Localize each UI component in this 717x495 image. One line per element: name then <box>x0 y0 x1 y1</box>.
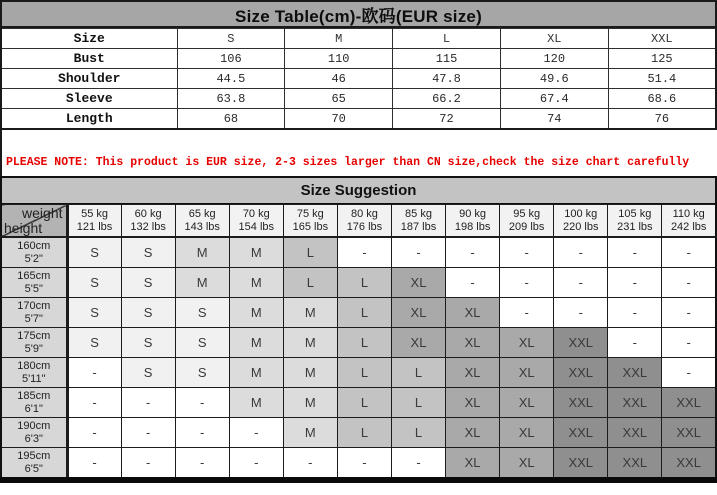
weight-column-header <box>121 205 175 238</box>
size-suggestion-cell: XL <box>446 358 500 388</box>
size-suggestion-cell: - <box>608 298 662 328</box>
size-suggestion-cell: L <box>391 358 445 388</box>
weight-column-header <box>229 205 283 238</box>
size-suggestion-cell: S <box>175 298 229 328</box>
measure-label: Shoulder <box>1 69 177 89</box>
measure-row <box>1 109 716 130</box>
size-suggestion-cell: M <box>229 268 283 298</box>
suggestion-row <box>1 388 716 418</box>
size-suggestion-cell: - <box>662 237 716 268</box>
size-suggestion-cell: L <box>283 268 337 298</box>
size-suggestion-cell: XL <box>500 388 554 418</box>
size-suggestion-cell: XL <box>500 418 554 448</box>
size-suggestion-cell: L <box>337 418 391 448</box>
measure-value: 47.8 <box>393 69 501 89</box>
measure-value: 110 <box>285 49 393 69</box>
size-suggestion-cell: XL <box>500 328 554 358</box>
size-suggestion-cell: XXL <box>662 448 716 481</box>
measure-row <box>1 69 716 89</box>
measure-value: 68 <box>177 109 285 130</box>
weight-kg: 80 kg <box>350 207 378 220</box>
size-suggestion-cell: - <box>175 418 229 448</box>
size-suggestion-cell: XXL <box>608 448 662 481</box>
measure-value: 115 <box>393 49 501 69</box>
eur-size-note: PLEASE NOTE: This product is EUR size, 2-3 sizes larger than CN size,check the size chart carefully <box>0 150 717 176</box>
weight-lbs: 187 lbs <box>400 220 437 233</box>
suggestion-row <box>1 268 716 298</box>
weight-lbs: 242 lbs <box>670 220 707 233</box>
measure-row <box>1 49 716 69</box>
height-ft: 6'1" <box>24 402 43 415</box>
size-suggestion-cell: L <box>391 418 445 448</box>
size-suggestion-cell: M <box>229 237 283 268</box>
size-suggestion-cell: - <box>391 448 445 481</box>
size-suggestion-table <box>0 204 717 483</box>
size-suggestion-cell: XL <box>391 328 445 358</box>
size-suggestion-title: Size Suggestion <box>0 176 717 204</box>
size-suggestion-cell: - <box>554 298 608 328</box>
size-suggestion-cell: S <box>175 328 229 358</box>
height-ft: 6'3" <box>24 432 43 445</box>
suggestion-row <box>1 328 716 358</box>
weight-lbs: 231 lbs <box>617 220 653 233</box>
size-suggestion-cell: S <box>121 298 175 328</box>
weight-kg: 70 kg <box>242 207 270 220</box>
weight-kg: 65 kg <box>188 207 216 220</box>
size-suggestion-cell: - <box>337 237 391 268</box>
size-suggestion-cell: S <box>121 268 175 298</box>
measure-label: Bust <box>1 49 177 69</box>
size-suggestion-cell: M <box>283 358 337 388</box>
size-suggestion-cell: - <box>554 268 608 298</box>
size-suggestion-section <box>0 176 717 483</box>
size-suggestion-cell: S <box>67 268 121 298</box>
weight-kg: 85 kg <box>405 207 432 220</box>
size-suggestion-cell: XL <box>446 298 500 328</box>
height-row-header <box>1 237 67 268</box>
weight-kg: 60 kg <box>134 207 162 220</box>
height-cm: 170cm <box>17 299 51 312</box>
measure-value: 66.2 <box>393 89 501 109</box>
weight-lbs: 143 lbs <box>184 220 220 233</box>
size-suggestion-cell: L <box>283 237 337 268</box>
size-suggestion-cell: L <box>337 388 391 418</box>
height-row-header <box>1 388 67 418</box>
size-suggestion-cell: - <box>67 358 121 388</box>
height-cm: 195cm <box>17 449 51 462</box>
size-suggestion-cell: XL <box>391 298 445 328</box>
size-suggestion-cell: XXL <box>608 388 662 418</box>
size-suggestion-cell: M <box>229 298 283 328</box>
corner-weight-label: weight <box>22 204 63 221</box>
size-suggestion-cell: XXL <box>554 328 608 358</box>
size-suggestion-cell: - <box>500 298 554 328</box>
suggestion-row <box>1 448 716 481</box>
size-suggestion-cell: - <box>391 237 445 268</box>
size-suggestion-cell: XL <box>500 448 554 481</box>
height-row-header <box>1 358 67 388</box>
size-suggestion-cell: M <box>175 237 229 268</box>
measure-value: 70 <box>285 109 393 130</box>
measure-value: 68.6 <box>608 89 716 109</box>
size-suggestion-cell: XL <box>446 388 500 418</box>
weight-column-header <box>608 205 662 238</box>
size-suggestion-cell: L <box>391 388 445 418</box>
height-row-header <box>1 448 67 481</box>
size-suggestion-cell: XL <box>446 328 500 358</box>
size-suggestion-cell: S <box>67 237 121 268</box>
size-suggestion-cell: - <box>337 448 391 481</box>
size-suggestion-cell: - <box>662 298 716 328</box>
height-cm: 175cm <box>17 329 51 342</box>
size-suggestion-cell: L <box>337 328 391 358</box>
measure-value: 72 <box>393 109 501 130</box>
size-suggestion-cell: L <box>337 358 391 388</box>
height-ft: 5'9" <box>24 342 43 355</box>
suggestion-row <box>1 358 716 388</box>
size-suggestion-cell: - <box>67 448 121 481</box>
size-column-header: M <box>285 29 393 49</box>
height-row-header <box>1 418 67 448</box>
size-suggestion-cell: - <box>121 448 175 481</box>
suggestion-row <box>1 418 716 448</box>
size-suggestion-cell: XXL <box>608 358 662 388</box>
size-suggestion-cell: XL <box>500 358 554 388</box>
measure-value: 67.4 <box>500 89 608 109</box>
size-header-label: Size <box>1 29 177 49</box>
measure-row <box>1 89 716 109</box>
weight-column-header <box>391 205 445 238</box>
spacer <box>0 130 717 150</box>
height-ft: 6'5" <box>24 462 43 475</box>
weight-kg: 105 kg <box>618 207 652 220</box>
weight-lbs: 220 lbs <box>563 220 599 233</box>
weight-column-header <box>554 205 608 238</box>
size-suggestion-cell: S <box>67 298 121 328</box>
weight-kg: 95 kg <box>513 207 541 220</box>
size-suggestion-cell: S <box>175 358 229 388</box>
size-suggestion-cell: S <box>121 358 175 388</box>
height-row-header <box>1 328 67 358</box>
size-suggestion-cell: M <box>283 298 337 328</box>
size-suggestion-cell: - <box>446 268 500 298</box>
size-suggestion-cell: M <box>283 328 337 358</box>
suggestion-row <box>1 237 716 268</box>
measure-value: 63.8 <box>177 89 285 109</box>
height-cm: 165cm <box>17 269 51 282</box>
height-cm: 180cm <box>17 359 51 372</box>
size-suggestion-cell: - <box>67 418 121 448</box>
size-suggestion-cell: - <box>67 388 121 418</box>
size-suggestion-cell: - <box>446 237 500 268</box>
size-suggestion-cell: S <box>121 237 175 268</box>
size-column-header: L <box>393 29 501 49</box>
weight-lbs: 209 lbs <box>508 220 545 233</box>
height-cm: 160cm <box>17 239 51 252</box>
weight-column-header <box>175 205 229 238</box>
weight-kg: 110 kg <box>672 207 705 220</box>
size-suggestion-cell: - <box>608 268 662 298</box>
measure-value: 125 <box>608 49 716 69</box>
measure-value: 65 <box>285 89 393 109</box>
measure-label: Length <box>1 109 177 130</box>
size-suggestion-cell: - <box>554 237 608 268</box>
measure-label: Sleeve <box>1 89 177 109</box>
size-table-header-row <box>1 29 716 49</box>
measure-value: 120 <box>500 49 608 69</box>
weight-column-header <box>283 205 337 238</box>
weight-column-header <box>446 205 500 238</box>
size-suggestion-cell: S <box>121 328 175 358</box>
size-suggestion-cell: M <box>229 328 283 358</box>
size-suggestion-cell: M <box>229 358 283 388</box>
measure-value: 49.6 <box>500 69 608 89</box>
weight-column-header <box>662 205 716 238</box>
size-suggestion-cell: - <box>175 388 229 418</box>
height-cm: 185cm <box>17 389 51 402</box>
size-suggestion-cell: M <box>283 388 337 418</box>
height-ft: 5'5" <box>24 282 43 295</box>
size-suggestion-cell: M <box>229 388 283 418</box>
weight-kg: 90 kg <box>459 207 487 220</box>
weight-lbs: 176 lbs <box>346 220 383 233</box>
size-suggestion-cell: - <box>608 237 662 268</box>
size-column-header: XL <box>500 29 608 49</box>
size-suggestion-cell: XL <box>446 418 500 448</box>
weight-lbs: 165 lbs <box>292 220 329 233</box>
height-row-header <box>1 268 67 298</box>
weight-lbs: 198 lbs <box>454 220 491 233</box>
size-suggestion-cell: - <box>121 418 175 448</box>
weight-lbs: 132 lbs <box>130 220 166 233</box>
size-suggestion-cell: L <box>337 298 391 328</box>
size-suggestion-cell: - <box>229 448 283 481</box>
size-table-title: Size Table(cm)-欧码(EUR size) <box>0 0 717 28</box>
size-suggestion-cell: XL <box>391 268 445 298</box>
measure-value: 76 <box>608 109 716 130</box>
suggestion-header-row <box>1 205 716 238</box>
size-suggestion-cell: - <box>500 268 554 298</box>
corner-height-label: height <box>4 219 43 236</box>
height-cm: 190cm <box>17 419 51 432</box>
weight-height-corner-cell <box>1 205 67 238</box>
size-suggestion-cell: XL <box>446 448 500 481</box>
size-suggestion-cell: XXL <box>662 388 716 418</box>
weight-kg: 55 kg <box>81 207 108 220</box>
height-ft: 5'11" <box>21 372 46 385</box>
size-suggestion-cell: - <box>662 328 716 358</box>
weight-kg: 75 kg <box>296 207 324 220</box>
measure-value: 51.4 <box>608 69 716 89</box>
measure-value: 74 <box>500 109 608 130</box>
size-column-header: XXL <box>608 29 716 49</box>
size-suggestion-cell: XXL <box>608 418 662 448</box>
size-suggestion-cell: S <box>67 328 121 358</box>
weight-column-header <box>500 205 554 238</box>
size-suggestion-cell: XXL <box>554 448 608 481</box>
size-suggestion-cell: - <box>608 328 662 358</box>
size-suggestion-cell: XXL <box>662 418 716 448</box>
size-suggestion-cell: L <box>337 268 391 298</box>
height-row-header <box>1 298 67 328</box>
measure-value: 46 <box>285 69 393 89</box>
height-ft: 5'7" <box>24 312 43 325</box>
size-suggestion-cell: - <box>662 358 716 388</box>
measure-value: 44.5 <box>177 69 285 89</box>
size-suggestion-cell: M <box>175 268 229 298</box>
weight-lbs: 154 lbs <box>238 220 275 233</box>
size-suggestion-cell: XXL <box>554 388 608 418</box>
height-ft: 5'2" <box>24 252 43 265</box>
suggestion-row <box>1 298 716 328</box>
measure-value: 106 <box>177 49 285 69</box>
size-suggestion-cell: - <box>283 448 337 481</box>
size-suggestion-cell: XXL <box>554 418 608 448</box>
size-suggestion-cell: - <box>229 418 283 448</box>
size-column-header: S <box>177 29 285 49</box>
size-table <box>0 28 717 130</box>
weight-column-header <box>67 205 121 238</box>
weight-column-header <box>337 205 391 238</box>
size-suggestion-cell: XXL <box>554 358 608 388</box>
size-suggestion-cell: - <box>500 237 554 268</box>
weight-kg: 100 kg <box>564 207 598 220</box>
size-suggestion-cell: - <box>175 448 229 481</box>
size-suggestion-cell: M <box>283 418 337 448</box>
size-suggestion-cell: - <box>121 388 175 418</box>
size-suggestion-cell: - <box>662 268 716 298</box>
weight-lbs: 121 lbs <box>76 220 113 233</box>
